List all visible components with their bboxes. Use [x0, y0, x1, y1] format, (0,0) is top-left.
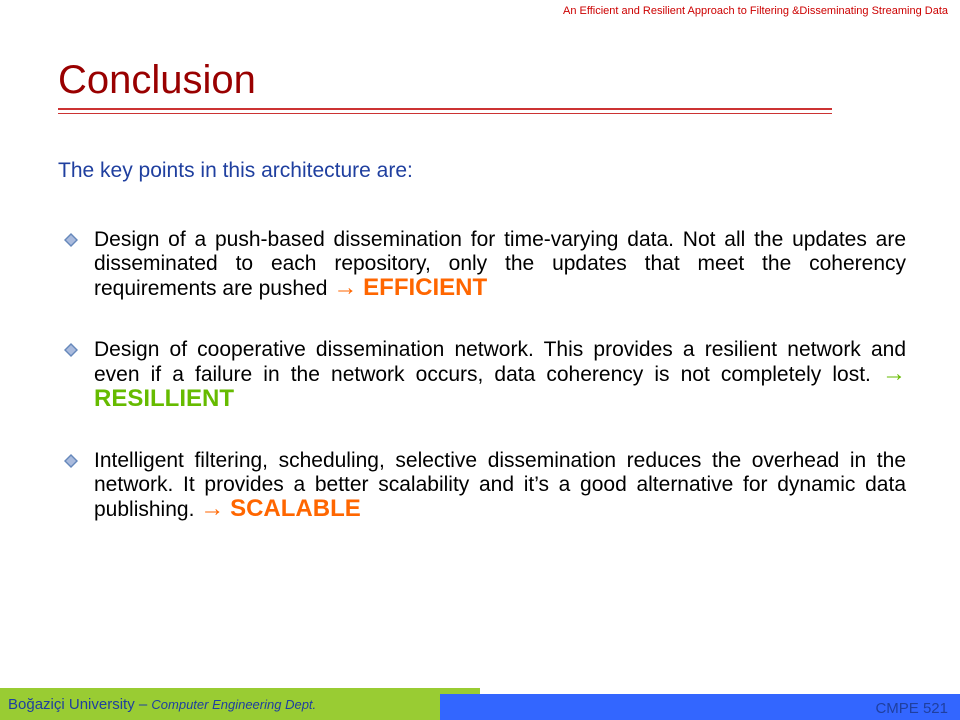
arrow-icon: → [881, 360, 906, 387]
arrow-icon: → [200, 495, 225, 522]
presentation-title: An Efficient and Resilient Approach to Filtering &Disseminating Streaming Data [563, 5, 948, 17]
tag-efficient: EFFICIENT [363, 274, 488, 301]
bullet-text: Design of cooperative dissemination network. This provides a resilient network and even if a failure in the network occurs, data coherency is not completely lost. [94, 338, 906, 386]
bullet-item-resilient [58, 338, 906, 412]
diamond-bullet-icon [64, 233, 78, 247]
department-name: Computer Engineering Dept. [151, 697, 317, 712]
footer-university [8, 696, 316, 713]
tag-resilient: RESILLIENT [94, 385, 235, 412]
university-name: Boğaziçi University – [8, 696, 148, 713]
intro-text: The key points in this architecture are: [58, 159, 413, 182]
bullet-item-efficient [58, 228, 906, 301]
bullet-item-scalable [58, 449, 906, 522]
title-divider-thin [58, 113, 832, 114]
bullet-text: Design of a push-based dissemination for time-varying data. Not all the updates are disseminated to each repository, only the updates that meet the coherency requirements are pushed [94, 228, 906, 300]
diamond-bullet-icon [64, 454, 78, 468]
slide-title: Conclusion [58, 58, 256, 102]
arrow-icon: → [333, 274, 358, 301]
title-divider [58, 108, 832, 110]
footer-course-code: CMPE 521 [875, 700, 948, 717]
bullet-list [58, 228, 906, 559]
bullet-text: Intelligent filtering, scheduling, selective dissemination reduces the overhead in the network. It provides a better scalability and it’s a good alternative for dynamic data publishing. [94, 449, 906, 521]
diamond-bullet-icon [64, 343, 78, 357]
tag-scalable: SCALABLE [230, 495, 361, 522]
